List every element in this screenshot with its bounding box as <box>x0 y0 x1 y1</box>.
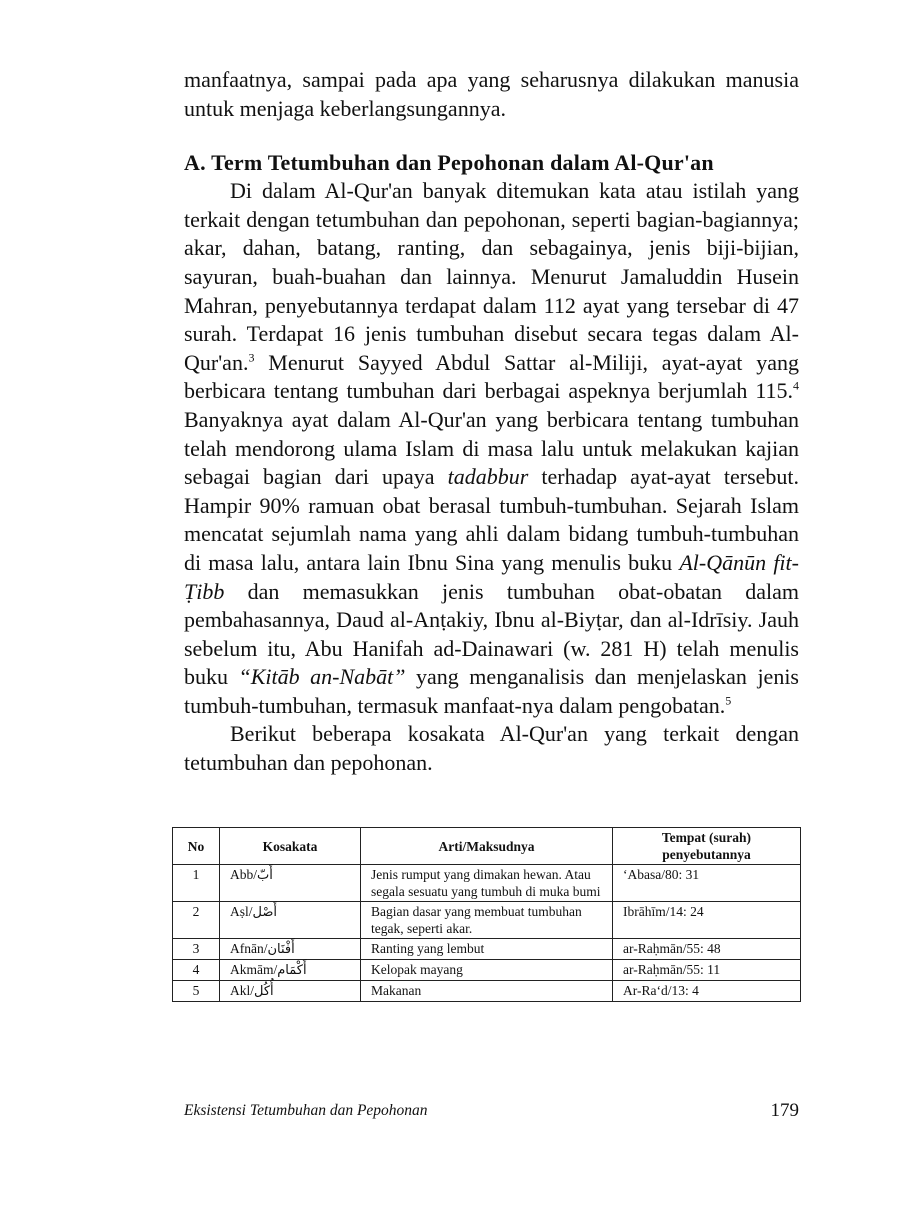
vocab-term <box>220 939 361 960</box>
latin-term: Abb/ <box>230 867 257 882</box>
page-footer <box>184 1102 799 1120</box>
meaning-cell: Ranting yang lembut <box>361 939 613 960</box>
row-number: 2 <box>173 902 220 939</box>
footnote-marker-4[interactable]: 4 <box>793 379 799 394</box>
location-cell: Ibrāhīm/14: 24 <box>613 902 801 939</box>
vocab-term <box>220 865 361 902</box>
page-body <box>184 66 799 778</box>
row-number: 1 <box>173 865 220 902</box>
row-number: 5 <box>173 981 220 1002</box>
location-cell: ar-Raḥmān/55: 48 <box>613 939 801 960</box>
main-paragraph <box>184 177 799 720</box>
table-row <box>173 960 801 981</box>
table-header-row <box>173 828 801 865</box>
italic-term: tadabbur <box>447 464 529 490</box>
header-arti: Arti/Maksudnya <box>361 828 613 865</box>
header-no: No <box>173 828 220 865</box>
footnote-marker-5[interactable]: 5 <box>725 693 732 708</box>
location-cell: ‘Abasa/80: 31 <box>613 865 801 902</box>
table-row <box>173 939 801 960</box>
arabic-term: أُكُل <box>254 984 274 999</box>
page-number: 179 <box>770 1100 799 1121</box>
location-cell: Ar-Ra‘d/13: 4 <box>613 981 801 1002</box>
vocab-term <box>220 902 361 939</box>
arabic-term: أَصْل <box>252 905 278 920</box>
meaning-cell: Jenis rumput yang dimakan hewan. Atau segala sesuatu yang tumbuh di muka bumi <box>361 865 613 902</box>
section-heading: A. Term Tetumbuhan dan Pepohonan dalam Al-Qur'an <box>184 150 714 176</box>
table-row <box>173 865 801 902</box>
intro-paragraph: manfaatnya, sampai pada apa yang seharusnya dilakukan manusia untuk menjaga keberlangsungannya. <box>184 67 799 121</box>
latin-term: Akl/ <box>230 983 255 998</box>
latin-term: Afnān/ <box>230 941 268 956</box>
vocab-term <box>220 960 361 981</box>
row-number: 3 <box>173 939 220 960</box>
row-number: 4 <box>173 960 220 981</box>
arabic-term: أَفْنَان <box>267 942 295 957</box>
latin-term: Aṣl/ <box>230 904 253 919</box>
paragraph-text: Di dalam Al-Qur'an banyak ditemukan kata atau istilah yang terkait dengan tetumbuhan dan pepohonan, seperti bagian-bagiannya; akar, dahan, batang, ranting, dan sebagainya, jenis biji-bijian, sayuran, buah-buahan dan lainnya. Menurut Jamaluddin Husein Mahran, penyebutannya terdapat dalam 112 ayat yang tersebar di 47 surah. Terdapat 16 jenis tumbuhan disebut secara tegas dalam Al-Qur'an. <box>184 178 799 375</box>
header-tempat: Tempat (surah) penyebutannya <box>613 828 801 865</box>
table-row <box>173 981 801 1002</box>
arabic-term: أَبّ <box>257 868 273 883</box>
table-row <box>173 902 801 939</box>
location-cell: ar-Raḥmān/55: 11 <box>613 960 801 981</box>
paragraph-text: Banyaknya ayat dalam Al-Qur'an yang berbicara tentang tumbuhan telah mendorong ulama Islam di masa lalu untuk melakukan kajian sebagai bagian dari upaya <box>184 406 799 490</box>
meaning-cell: Kelopak mayang <box>361 960 613 981</box>
vocabulary-table <box>172 827 801 1002</box>
arabic-term: أَكْمَام <box>277 963 307 978</box>
paragraph-text: yang menganalisis dan menjelaskan jenis tumbuh-tumbuhan, termasuk manfaat-nya dalam pengobatan. <box>184 664 799 718</box>
footnote-marker-3[interactable]: 3 <box>248 350 255 365</box>
italic-book-title: “Kitāb an-Nabāt” <box>238 664 406 690</box>
italic-book-title: Al-Qānūn fit-Ṭibb <box>184 549 799 604</box>
table-intro-paragraph: Berikut beberapa kosakata Al-Qur'an yang terkait dengan tetumbuhan dan pepohonan. <box>184 721 799 776</box>
meaning-cell: Makanan <box>361 981 613 1002</box>
paragraph-text: terhadap ayat-ayat tersebut. Hampir 90% ramuan obat berasal tumbuh-tumbuhan. Sejarah Islam mencatat sejumlah nama yang ahli dalam bidang tumbuh-tumbuhan di masa lalu, antara lain Ibnu Sina yang menulis buku <box>184 464 800 575</box>
latin-term: Akmām/ <box>230 962 278 977</box>
meaning-cell: Bagian dasar yang membuat tumbuhan tegak, seperti akar. <box>361 902 613 939</box>
running-footer-title: Eksistensi Tetumbuhan dan Pepohonan <box>184 1102 428 1119</box>
vocab-term <box>220 981 361 1002</box>
paragraph-text: Menurut Sayyed Abdul Sattar al-Miliji, ayat-ayat yang berbicara tentang tumbuhan dari berbagai aspeknya berjumlah 115. <box>184 349 799 404</box>
paragraph-text: dan memasukkan jenis tumbuhan obat-obatan dalam pembahasannya, Daud al-Anṭakiy, Ibnu al-Biyṭar, dan al-Idrīsiy. Jauh sebelum itu, Abu Hanifah ad-Dainawari (w. 281 H) telah menulis buku <box>184 578 799 690</box>
header-kosakata: Kosakata <box>220 828 361 865</box>
